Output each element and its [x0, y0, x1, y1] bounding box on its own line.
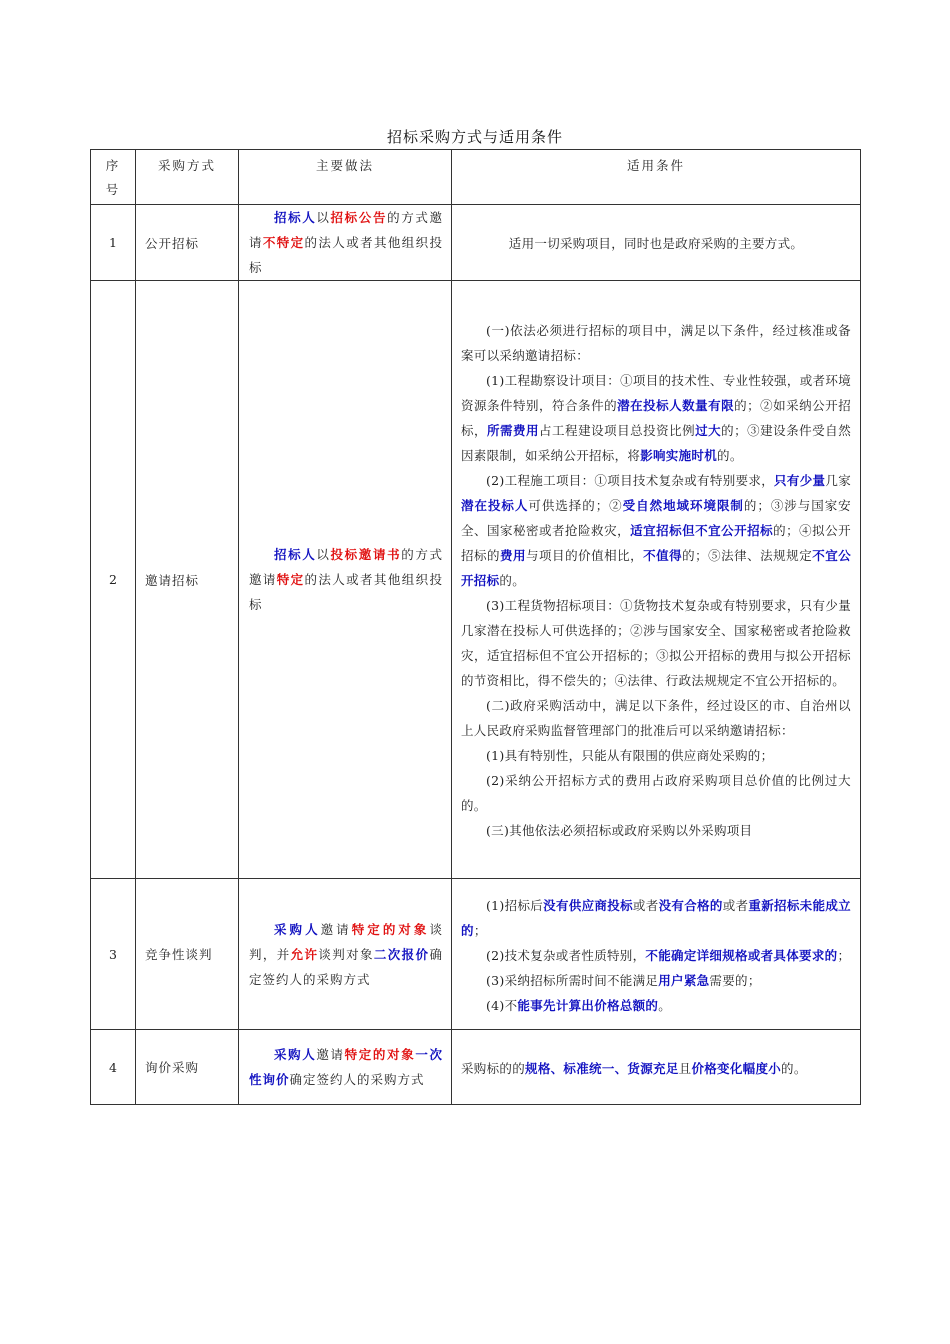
- practice-cell: 招标人以投标邀请书的方式邀请特定的法人或者其他组织投标: [239, 281, 452, 879]
- row-number: 4: [91, 1030, 136, 1105]
- table-row: [91, 281, 861, 879]
- row-number: 2: [91, 281, 136, 879]
- header-no: 序 号: [91, 150, 136, 205]
- method-cell: 竞争性谈判: [136, 879, 239, 1030]
- condition-cell: 适用一切采购项目，同时也是政府采购的主要方式。: [452, 205, 861, 281]
- practice-cell: 招标人以招标公告的方式邀请不特定的法人或者其他组织投标: [239, 205, 452, 281]
- practice-cell: 采购人邀请特定的对象谈判，并允许谈判对象二次报价确定签约人的采购方式: [239, 879, 452, 1030]
- method-cell: 询价采购: [136, 1030, 239, 1105]
- header-method: 采购方式: [136, 150, 239, 205]
- table-header-row: [91, 150, 861, 205]
- table-row: [91, 205, 861, 281]
- condition-cell: (一)依法必须进行招标的项目中，满足以下条件，经过核准或备案可以采纳邀请招标： (1)工程勘察设计项目：①项目的技术性、专业性较强，或者环境资源条件特别，符合条件的潜在投标人数量有限的；②如采纳公开招标，所需费用占工程建设项目总投资比例过大的；③建设条件受自然因素限制，如采纳公开招标，将影响实施时机的。 (2)工程施工项目：①项目技术复杂或有特别要求，只有少量几家潜在投标人可供选择的；②受自然地域环境限制的；③涉与国家安全、国家秘密或者抢险救灾，适宜招标但不宜公开招标的；④拟公开招标的费用与项目的价值相比，不值得的；⑤法律、法规规定不宜公开招标的。 (3)工程货物招标项目：①货物技术复杂或有特别要求，只有少量几家潜在投标人可供选择的；②涉与国家安全、国家秘密或者抢险救灾，适宜招标但不宜公开招标的；③拟公开招标的费用与拟公开招标的节资相比，得不偿失的；④法律、行政法规规定不宜公开招标的。 (二)政府采购活动中，满足以下条件，经过设区的市、自治州以上人民政府采购监督管理部门的批准后可以采纳邀请招标： (1)具有特别性，只能从有限围的供应商处采购的； (2)采纳公开招标方式的费用占政府采购项目总价值的比例过大的。 (三)其他依法必须招标或政府采购以外采购项目: [452, 281, 861, 879]
- procurement-table: [90, 149, 861, 1105]
- method-cell: 邀请招标: [136, 281, 239, 879]
- condition-cell: 采购标的的规格、标准统一、货源充足且价格变化幅度小的。: [452, 1030, 861, 1105]
- condition-cell: (1)招标后没有供应商投标或者没有合格的或者重新招标未能成立的； (2)技术复杂或者性质特别，不能确定详细规格或者具体要求的； (3)采纳招标所需时间不能满足用户紧急需要的； (4)不能事先计算出价格总额的。: [452, 879, 861, 1030]
- page-title: 招标采购方式与适用条件: [386, 128, 563, 146]
- header-condition: 适用条件: [452, 150, 861, 205]
- method-cell: 公开招标: [136, 205, 239, 281]
- row-number: 1: [91, 205, 136, 281]
- header-practice: 主要做法: [239, 150, 452, 205]
- table-row: [91, 1030, 861, 1105]
- row-number: 3: [91, 879, 136, 1030]
- practice-cell: 采购人邀请特定的对象一次性询价确定签约人的采购方式: [239, 1030, 452, 1105]
- table-row: [91, 879, 861, 1030]
